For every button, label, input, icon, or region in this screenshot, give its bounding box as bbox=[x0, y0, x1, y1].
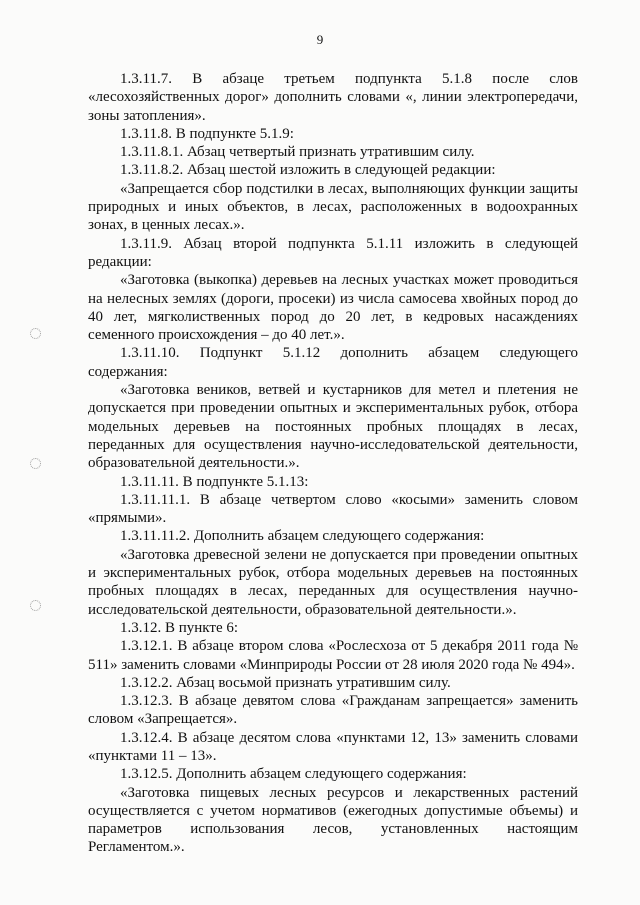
paragraph: 1.3.11.8.2. Абзац шестой изложить в следующей редакции: bbox=[120, 162, 496, 179]
binder-hole-mark bbox=[30, 328, 41, 339]
paragraph: 1.3.11.11. В подпункте 5.1.13: bbox=[120, 473, 309, 490]
paragraph: 1.3.11.9. Абзац второй подпункта 5.1.11 изложить в следующей редакции: bbox=[88, 235, 578, 270]
paragraph: «Заготовка древесной зелени не допускается при проведении опытных и экспериментальных рубок, отбора модельных деревьев на постоянных пробных площадях в лесах, переданных для осуществления научно-исследовательской деятельности, образовательной деятельности.». bbox=[88, 546, 578, 618]
paragraph: 1.3.12.1. В абзаце втором слова «Рослесхоза от 5 декабря 2011 года № 511» заменить словами «Минприроды России от 28 июля 2020 года № 494». bbox=[88, 638, 578, 673]
paragraph: 1.3.11.8.1. Абзац четвертый признать утратившим силу. bbox=[120, 144, 475, 161]
paragraph: «Заготовка пищевых лесных ресурсов и лекарственных растений осуществляется с учетом нормативов (ежегодных допустимые объемы) и параметров использования лесов, установленных настоящим Регламентом.». bbox=[88, 784, 578, 856]
binder-hole-mark bbox=[30, 458, 41, 469]
paragraph: «Заготовка (выкопка) деревьев на лесных участках может проводиться на нелесных землях (дороги, просеки) из числа самосева хвойных пород до 40 лет, мягколиственных пород до 20 лет, в кедровых насаждениях семенного происхождения – до 40 лет.». bbox=[88, 272, 578, 344]
page-number: 9 bbox=[316, 32, 324, 47]
paragraph: 1.3.11.7. В абзаце третьем подпункта 5.1.8 после слов «лесохозяйственных дорог» дополнить словами «, линии электропередачи, зоны затопления». bbox=[88, 71, 578, 124]
paragraph: «Запрещается сбор подстилки в лесах, выполняющих функции защиты природных и иных объектов, в лесах, расположенных в водоохранных зонах, в ценных лесах.». bbox=[88, 180, 578, 234]
paragraph: 1.3.12.2. Абзац восьмой признать утратившим силу. bbox=[120, 674, 451, 691]
paragraph: 1.3.11.10. Подпункт 5.1.12 дополнить абзацем следующего содержания: bbox=[88, 345, 578, 380]
binder-hole-mark bbox=[30, 600, 41, 611]
paragraph: 1.3.12. В пункте 6: bbox=[120, 619, 239, 636]
paragraph: 1.3.12.5. Дополнить абзацем следующего содержания: bbox=[120, 766, 467, 783]
paragraph: 1.3.12.4. В абзаце десятом слова «пунктами 12, 13» заменить словами «пунктами 11 – 13». bbox=[88, 729, 578, 764]
document-body bbox=[88, 70, 578, 857]
paragraph: 1.3.11.11.2. Дополнить абзацем следующего содержания: bbox=[120, 528, 485, 545]
paragraph: «Заготовка веников, ветвей и кустарников для метел и плетения не допускается при проведении опытных и экспериментальных рубок, отбора модельных деревьев на постоянных пробных площадях в лесах, переданных для осуществления научно-исследовательской деятельности, образовательной деятельности.». bbox=[88, 382, 578, 472]
paragraph: 1.3.11.8. В подпункте 5.1.9: bbox=[120, 125, 294, 142]
paragraph: 1.3.12.3. В абзаце девятом слова «Гражданам запрещается» заменить словом «Запрещается». bbox=[88, 693, 578, 728]
paragraph: 1.3.11.11.1. В абзаце четвертом слово «косыми» заменить словом «прямыми». bbox=[88, 491, 578, 527]
